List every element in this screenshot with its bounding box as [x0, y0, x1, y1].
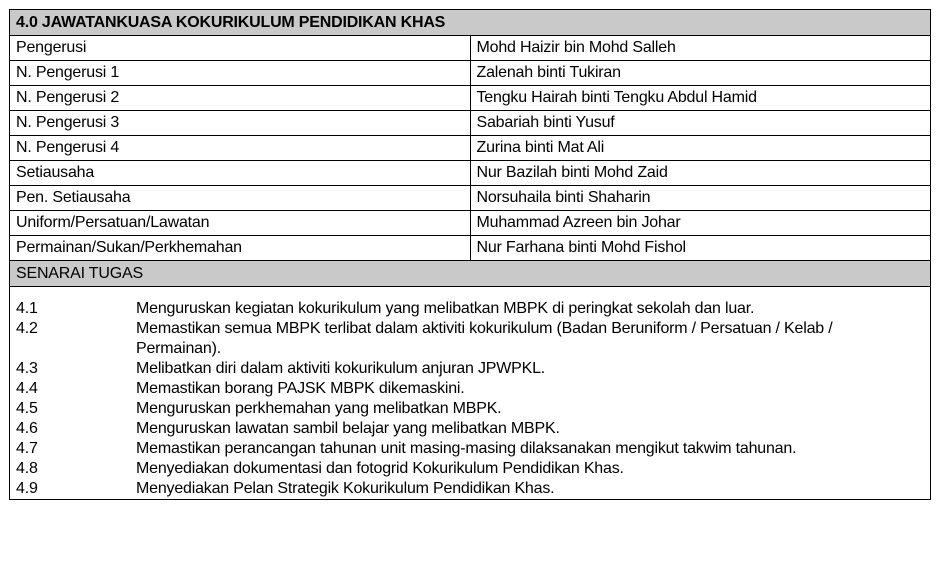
- task-text: Menguruskan lawatan sambil belajar yang melibatkan MBPK.: [136, 420, 560, 437]
- table-row: [10, 236, 931, 261]
- role-cell: Uniform/Persatuan/Lawatan: [10, 211, 471, 236]
- table-row: [10, 161, 931, 186]
- task-text: Memastikan semua MBPK terlibat dalam aktiviti kokurikulum (Badan Beruniform / Persatuan / Kelab / Permainan).: [136, 320, 833, 357]
- task-item: [16, 359, 930, 379]
- table-header-row: [10, 10, 931, 36]
- role-cell: N. Pengerusi 4: [10, 136, 471, 161]
- name-cell: Mohd Haizir bin Mohd Salleh: [470, 36, 931, 61]
- role-cell: Setiausaha: [10, 161, 471, 186]
- name-cell: Zurina binti Mat Ali: [470, 136, 931, 161]
- tasks-header-row: [10, 261, 931, 287]
- task-number: 4.4: [16, 380, 38, 397]
- role-cell: Pen. Setiausaha: [10, 186, 471, 211]
- task-item: [16, 439, 930, 459]
- table-row: [10, 86, 931, 111]
- task-item: [16, 419, 930, 439]
- task-number: 4.2: [16, 320, 38, 337]
- role-cell: Pengerusi: [10, 36, 471, 61]
- committee-table: [9, 9, 931, 500]
- role-cell: N. Pengerusi 1: [10, 61, 471, 86]
- task-text: Menyediakan Pelan Strategik Kokurikulum Pendidikan Khas.: [136, 480, 555, 497]
- name-cell: Norsuhaila binti Shaharin: [470, 186, 931, 211]
- task-item: [16, 379, 930, 399]
- name-cell: Muhammad Azreen bin Johar: [470, 211, 931, 236]
- table-row: [10, 111, 931, 136]
- task-number: 4.5: [16, 400, 38, 417]
- task-number: 4.9: [16, 480, 38, 497]
- name-cell: Zalenah binti Tukiran: [470, 61, 931, 86]
- table-row: [10, 186, 931, 211]
- task-item: [16, 299, 930, 319]
- task-text: Menyediakan dokumentasi dan fotogrid Kokurikulum Pendidikan Khas.: [136, 460, 624, 477]
- table-row: [10, 211, 931, 236]
- task-text: Melibatkan diri dalam aktiviti kokurikulum anjuran JPWPKL.: [136, 360, 546, 377]
- task-item: [16, 459, 930, 479]
- task-item: [16, 479, 930, 499]
- task-number: 4.3: [16, 360, 38, 377]
- tasks-list: [10, 287, 931, 500]
- task-text: Memastikan borang PAJSK MBPK dikemaskini.: [136, 380, 465, 397]
- task-text: Memastikan perancangan tahunan unit masing-masing dilaksanakan mengikut takwim tahunan.: [136, 440, 797, 457]
- table-row: [10, 136, 931, 161]
- name-cell: Sabariah binti Yusuf: [470, 111, 931, 136]
- role-cell: N. Pengerusi 3: [10, 111, 471, 136]
- task-number: 4.8: [16, 460, 38, 477]
- task-item: [16, 319, 930, 359]
- table-row: [10, 36, 931, 61]
- task-number: 4.7: [16, 440, 38, 457]
- role-cell: Permainan/Sukan/Perkhemahan: [10, 236, 471, 261]
- table-row: [10, 61, 931, 86]
- task-item: [16, 399, 930, 419]
- section-title: 4.0 JAWATANKUASA KOKURIKULUM PENDIDIKAN KHAS: [10, 10, 931, 36]
- name-cell: Nur Bazilah binti Mohd Zaid: [470, 161, 931, 186]
- name-cell: Tengku Hairah binti Tengku Abdul Hamid: [470, 86, 931, 111]
- role-cell: N. Pengerusi 2: [10, 86, 471, 111]
- task-number: 4.1: [16, 300, 38, 317]
- tasks-row: [10, 287, 931, 500]
- task-text: Menguruskan perkhemahan yang melibatkan MBPK.: [136, 400, 502, 417]
- tasks-header: SENARAI TUGAS: [10, 261, 931, 287]
- task-number: 4.6: [16, 420, 38, 437]
- name-cell: Nur Farhana binti Mohd Fishol: [470, 236, 931, 261]
- task-text: Menguruskan kegiatan kokurikulum yang melibatkan MBPK di peringkat sekolah dan luar.: [136, 300, 755, 317]
